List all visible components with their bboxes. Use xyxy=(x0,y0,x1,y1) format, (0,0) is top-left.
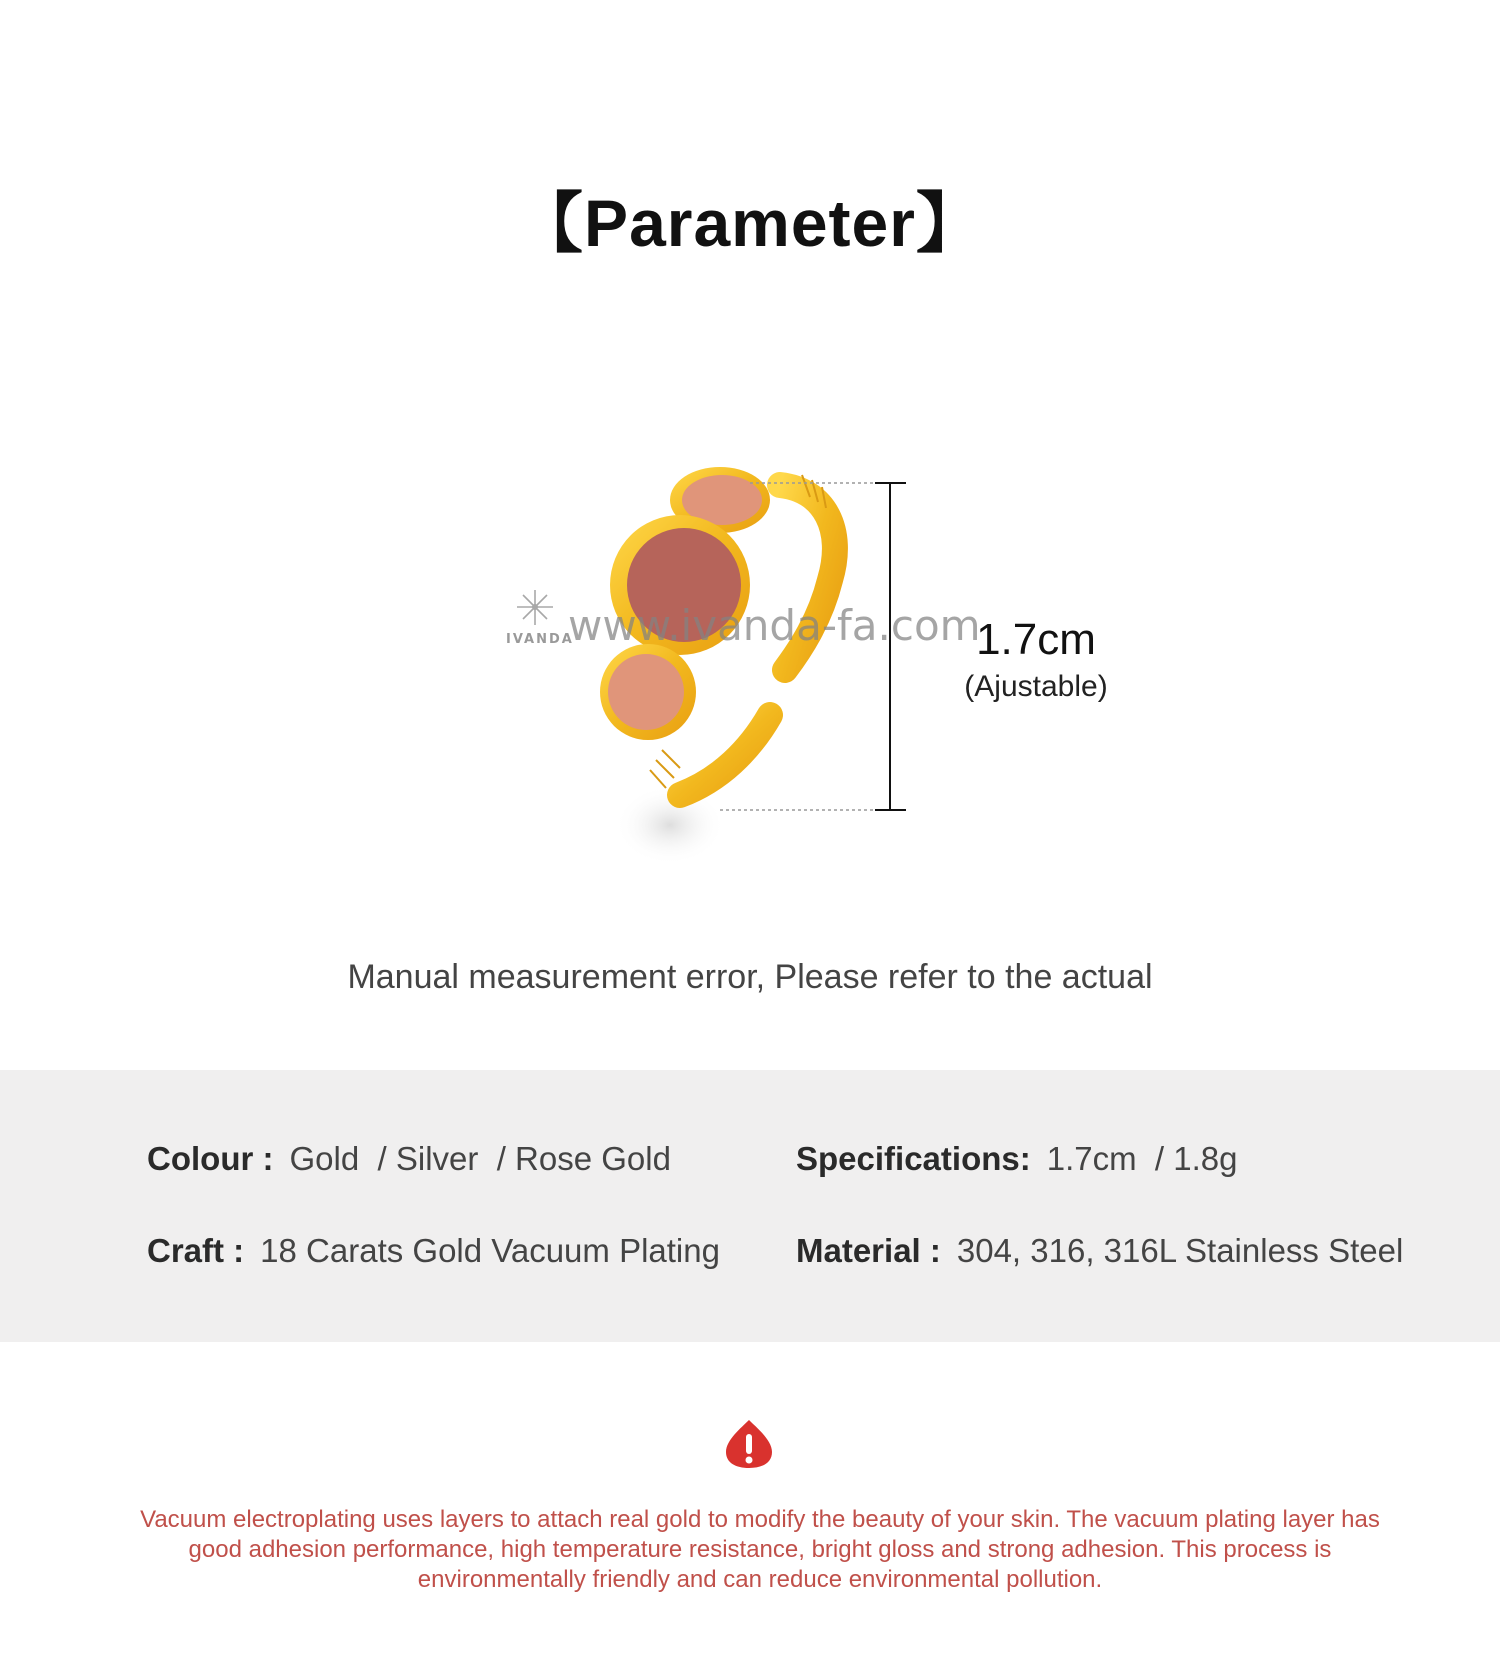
ring-band-lower xyxy=(680,715,770,795)
spec-colour-value: Gold / Silver / Rose Gold xyxy=(289,1140,671,1177)
exclamation-icon xyxy=(724,1418,774,1470)
watermark-url: www.ivanda-fa.com xyxy=(568,601,981,650)
spec-colour xyxy=(147,1140,671,1178)
spec-specifications-value: 1.7cm / 1.8g xyxy=(1046,1140,1238,1177)
plating-notice: Vacuum electroplating uses layers to attach real gold to modify the beauty of your skin. The vacuum plating layer has good adhesion performance, high temperature resistance, bright gloss and strong adhesion. This process is environmentally friendly and can reduce environmental pollution. xyxy=(140,1506,1380,1593)
dimension-value: 1.7cm xyxy=(976,615,1096,664)
spec-craft xyxy=(147,1232,720,1270)
bottom-disc-enamel xyxy=(608,654,684,730)
spec-material-value: 304, 316, 316L Stainless Steel xyxy=(956,1232,1404,1269)
spec-craft-value: 18 Carats Gold Vacuum Plating xyxy=(260,1232,720,1269)
watermark-brand: IVANDA xyxy=(506,632,574,647)
spec-craft-label: Craft : xyxy=(147,1232,245,1269)
measurement-disclaimer: Manual measurement error, Please refer to the actual xyxy=(347,958,1153,996)
spec-material-label: Material : xyxy=(796,1232,941,1269)
spec-specifications xyxy=(796,1140,1238,1178)
specs-panel xyxy=(0,1070,1500,1342)
spec-specifications-label: Specifications: xyxy=(796,1140,1031,1177)
page-title: 【Parameter】 xyxy=(517,186,983,260)
dimension-note: (Ajustable) xyxy=(964,670,1108,703)
spec-colour-label: Colour : xyxy=(147,1140,274,1177)
spec-material xyxy=(796,1232,1403,1270)
